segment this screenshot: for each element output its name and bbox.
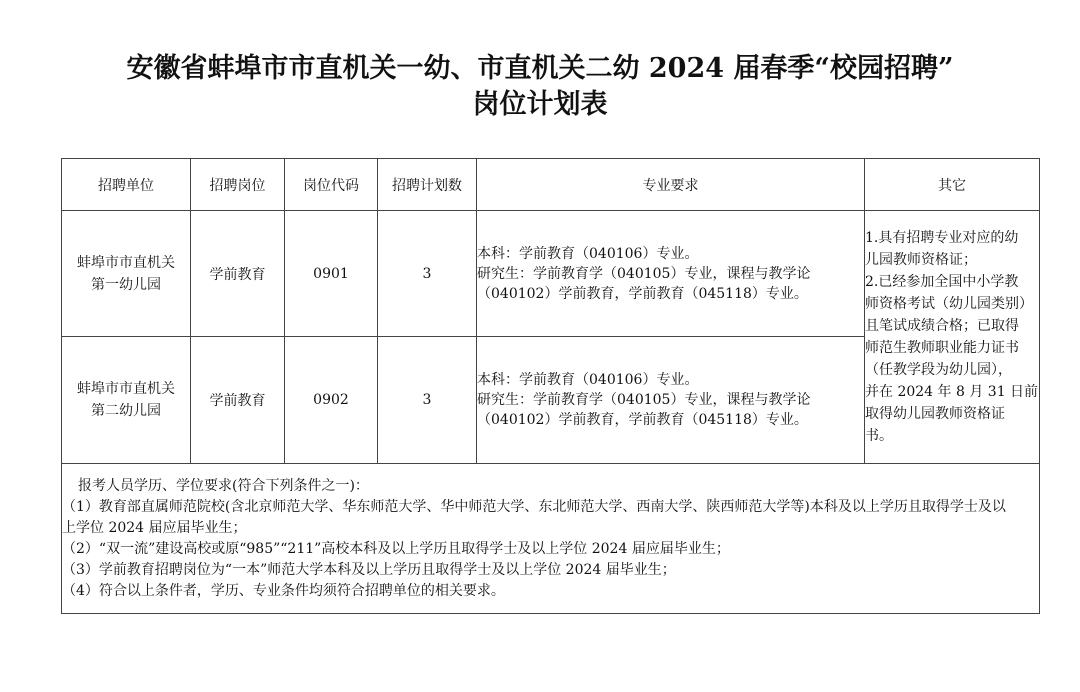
major-cell <box>477 211 865 337</box>
header-major: 专业要求 <box>477 159 865 211</box>
major-line2: 研究生：学前教育学（040105）专业，课程与教学论 <box>477 265 811 282</box>
header-position: 招聘岗位 <box>191 159 285 211</box>
count-cell: 3 <box>378 211 477 337</box>
notes-item4: （4）符合以上条件者，学历、专业条件均须符合招聘单位的相关要求。 <box>62 582 505 599</box>
other-line: 2.已经参加全国中小学教 <box>865 274 1019 290</box>
notes-item2: （2）“双一流”建设高校或原“985”“211”高校本科及以上学历且取得学士及以上学位 2024 届应届毕业生； <box>62 540 730 557</box>
table-header-row <box>62 159 1040 211</box>
major-line1: 本科：学前教育（040106）专业。 <box>477 372 699 388</box>
other-requirements-cell <box>865 211 1040 464</box>
table-row <box>62 211 1040 337</box>
notes-item1-line2: 上学位 2024 届应届毕业生； <box>62 519 247 536</box>
education-requirements-notes <box>62 464 1040 614</box>
other-line: 师范生教师职业能力证书 <box>865 340 1019 356</box>
notes-item3: （3）学前教育招聘岗位为“一本”师范大学本科及以上学历且取得学士及以上学位 2024 届毕业生； <box>62 561 676 578</box>
notes-row <box>62 464 1040 614</box>
other-line: 且笔试成绩合格；已取得 <box>865 318 1019 334</box>
other-line: 书。 <box>865 428 893 444</box>
other-line: 取得幼儿园教师资格证 <box>865 406 1005 422</box>
other-line: 师资格考试（幼儿园类别） <box>865 296 1033 312</box>
position-cell: 学前教育 <box>191 337 285 464</box>
major-line3: （040102）学前教育，学前教育（045118）专业。 <box>477 412 808 428</box>
code-cell: 0902 <box>285 337 378 464</box>
notes-intro: 报考人员学历、学位要求(符合下列条件之一)： <box>78 477 369 494</box>
document-title-line2: 岗位计划表 <box>472 89 608 120</box>
unit-line1: 蚌埠市市直机关 <box>77 381 175 397</box>
unit-line2: 第二幼儿园 <box>91 403 161 419</box>
count-cell: 3 <box>378 337 477 464</box>
other-line: 儿园教师资格证； <box>865 252 977 268</box>
document-title-line1: 安徽省蚌埠市市直机关一幼、市直机关二幼 2024 届春季“校园招聘” <box>126 53 954 84</box>
position-cell: 学前教育 <box>191 211 285 337</box>
major-line1: 本科：学前教育（040106）专业。 <box>477 245 699 262</box>
unit-cell <box>62 211 191 337</box>
unit-line1: 蚌埠市市直机关 <box>77 254 175 271</box>
major-cell <box>477 337 865 464</box>
unit-cell <box>62 337 191 464</box>
recruitment-plan-table <box>61 158 1040 614</box>
other-line: 1.具有招聘专业对应的幼 <box>865 230 1019 246</box>
notes-item1-line1: （1）教育部直属师范院校(含北京师范大学、华东师范大学、华中师范大学、东北师范大学、西南大学、陕西师范大学等)本科及以上学历且取得学士及以 <box>62 498 1006 515</box>
header-other: 其它 <box>865 159 1040 211</box>
code-cell: 0901 <box>285 211 378 337</box>
other-line: 并在 2024 年 8 月 31 日前 <box>865 384 1039 400</box>
major-line3: （040102）学前教育，学前教育（045118）专业。 <box>477 285 808 302</box>
major-line2: 研究生：学前教育学（040105）专业，课程与教学论 <box>477 392 811 408</box>
other-line: （任教学段为幼儿园）， <box>865 362 1012 378</box>
header-code: 岗位代码 <box>285 159 378 211</box>
unit-line2: 第一幼儿园 <box>91 276 161 293</box>
header-count: 招聘计划数 <box>378 159 477 211</box>
header-unit: 招聘单位 <box>62 159 191 211</box>
